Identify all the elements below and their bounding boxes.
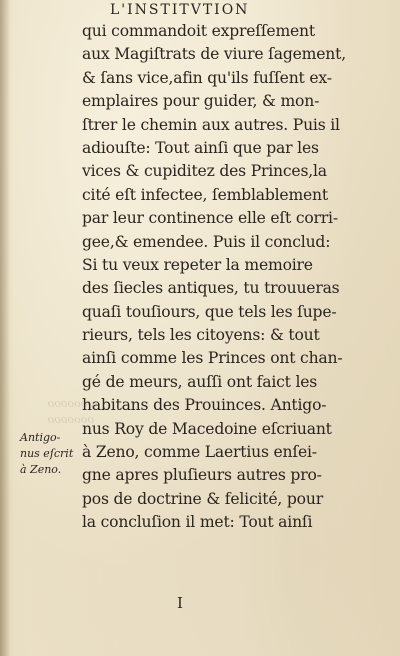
text-line: gee,& emendee. Puis il conclud: <box>82 232 331 251</box>
text-line: à Zeno, comme Laertius enſei- <box>82 443 317 462</box>
margin-note-line: à Zeno. <box>20 463 62 476</box>
margin-note-line: Antigo- <box>20 431 61 444</box>
text-line: Si tu veux repeter la memoire <box>82 255 313 274</box>
margin-note <box>20 430 90 478</box>
text-line: aux Magiſtrats de viure ſagement, <box>82 45 346 64</box>
signature-mark: I <box>177 594 183 612</box>
text-line: par leur continence elle eſt corri- <box>82 209 338 228</box>
text-line: gne apres pluſieurs autres pro- <box>82 466 322 485</box>
text-line: ainſi comme les Princes ont chan- <box>82 349 343 368</box>
text-line: des ſiecles antiques, tu trouueras <box>82 279 340 298</box>
text-line: emplaires pour guider, & mon- <box>82 92 320 111</box>
text-line: nus Roy de Macedoine eſcriuant <box>82 419 332 438</box>
body-text <box>82 20 382 535</box>
text-line: adiouſte: Tout ainſi que par les <box>82 138 319 157</box>
margin-note-line: nus eſcrit <box>20 447 74 460</box>
text-line: vices & cupiditez des Princes,la <box>82 162 327 181</box>
text-line: quaſi touſiours, que tels les ſupe- <box>82 302 337 321</box>
text-line: rieurs, tels les citoyens: & tout <box>82 326 320 345</box>
text-line: qui commandoit expreſſement <box>82 22 315 40</box>
text-line: & ſans vice,afin qu'ils fuſſent ex- <box>82 68 332 87</box>
text-line: cité eſt infectee, ſemblablement <box>82 185 328 204</box>
text-line: gé de meurs, auſſi ont faict les <box>82 372 318 391</box>
text-line: habitans des Prouinces. Antigo- <box>82 396 327 415</box>
bleed-through-text: ooooooo ooooooo <box>47 397 94 426</box>
text-line: pos de doctrine & felicité, pour <box>82 489 323 508</box>
text-line: la concluſion il met: Tout ainſi <box>82 513 313 532</box>
text-line: ſtrer le chemin aux autres. Puis il <box>82 115 340 134</box>
running-head: L'INSTITVTION <box>110 2 250 18</box>
